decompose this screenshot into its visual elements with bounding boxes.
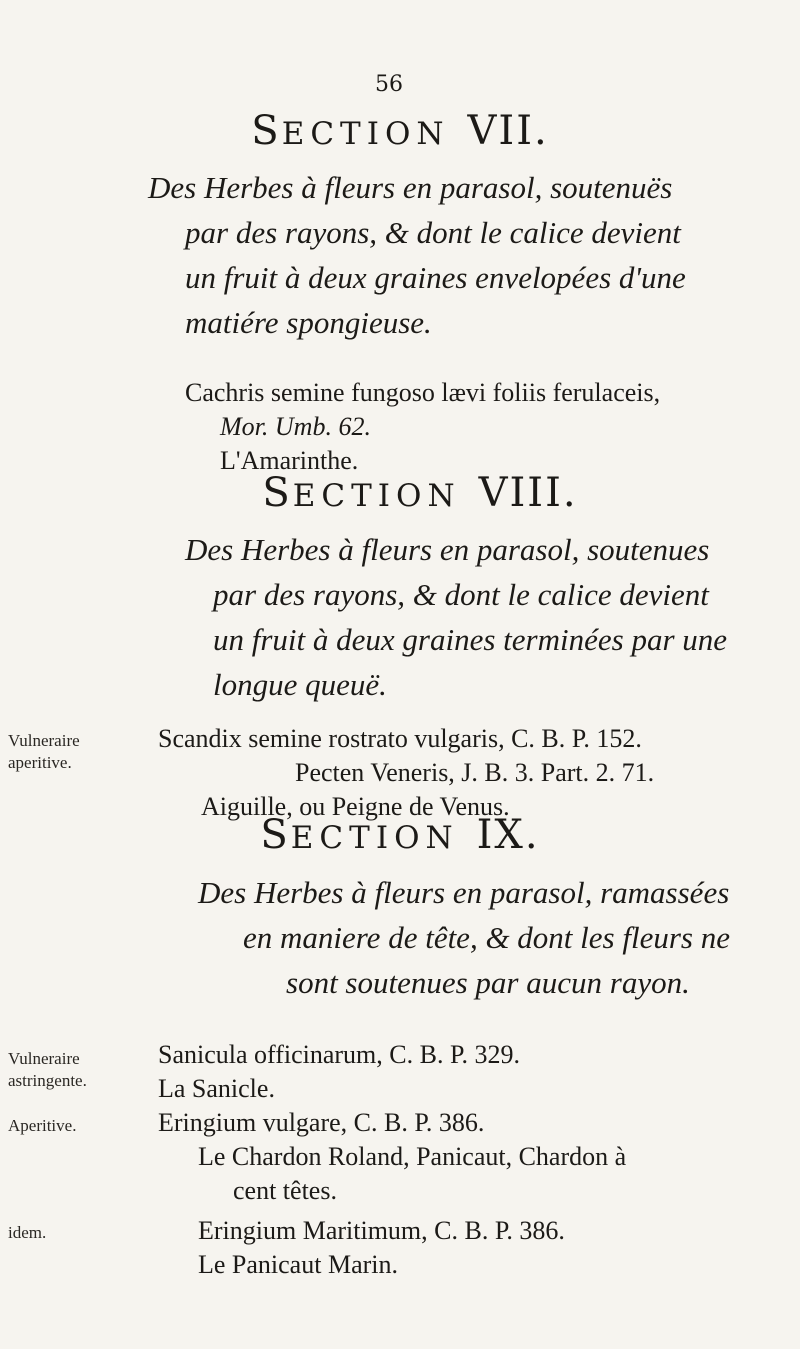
- entry-line: Cachris semine fungoso lævi foliis ferulaceis,: [185, 378, 661, 407]
- plant-entry: [158, 1038, 678, 1106]
- heading-numeral: VII.: [467, 108, 549, 154]
- entry-line: La Sanicle.: [158, 1074, 275, 1103]
- heading-initial: S: [262, 470, 293, 516]
- heading-initial: S: [251, 108, 282, 154]
- section-description-vii: [148, 165, 686, 345]
- entry-line: Mor. Umb. 62.: [220, 412, 371, 441]
- margin-line: Aperitive.: [8, 1116, 77, 1135]
- description-line: matiére spongieuse.: [185, 305, 432, 340]
- plant-entry: [198, 1214, 718, 1282]
- margin-note: [8, 1222, 128, 1244]
- margin-note: [8, 1048, 128, 1092]
- description-line: en maniere de tête, & dont les fleurs ne: [243, 920, 730, 955]
- entry-line: Eringium vulgare, C. B. P. 386.: [158, 1108, 485, 1137]
- page-number: 56: [375, 72, 403, 97]
- entry-line: cent têtes.: [233, 1176, 337, 1205]
- description-line: par des rayons, & dont le calice devient: [213, 577, 709, 612]
- description-line: sont soutenues par aucun rayon.: [286, 965, 690, 1000]
- description-line: par des rayons, & dont le calice devient: [185, 215, 681, 250]
- section-heading-viii: [0, 470, 800, 516]
- entry-line: Eringium Maritimum, C. B. P. 386.: [198, 1216, 565, 1245]
- entry-line: Le Panicaut Marin.: [198, 1250, 398, 1279]
- heading-word: ECTION: [281, 116, 450, 152]
- entry-line: Scandix semine rostrato vulgaris, C. B. P. 152.: [158, 724, 642, 753]
- section-description-ix: [198, 870, 730, 1005]
- margin-line: Vulneraire: [8, 731, 80, 750]
- entry-line: L'Amarinthe.: [220, 446, 359, 475]
- heading-numeral: IX.: [476, 812, 540, 858]
- margin-note: [8, 730, 128, 774]
- description-line: Des Herbes à fleurs en parasol, soutenues: [185, 532, 710, 567]
- description-line: longue queuë.: [213, 667, 387, 702]
- description-line: Des Herbes à fleurs en parasol, soutenuës: [148, 170, 673, 205]
- entry-line: Sanicula officinarum, C. B. P. 329.: [158, 1040, 521, 1069]
- entry-line: Le Chardon Roland, Panicaut, Chardon à: [198, 1142, 627, 1171]
- heading-numeral: VIII.: [478, 470, 578, 516]
- margin-line: astringente.: [8, 1071, 87, 1090]
- plant-entry: [158, 722, 678, 824]
- description-line: un fruit à deux graines envelopées d'une: [185, 260, 686, 295]
- entry-line: Pecten Veneris, J. B. 3. Part. 2. 71.: [295, 758, 655, 787]
- plant-entry: [158, 1106, 678, 1208]
- description-line: un fruit à deux graines terminées par une: [213, 622, 728, 657]
- section-heading-vii: [0, 108, 800, 154]
- margin-line: idem.: [8, 1223, 47, 1242]
- plant-entry: [185, 376, 705, 478]
- margin-note: [8, 1115, 128, 1137]
- section-heading-ix: [0, 812, 800, 858]
- heading-word: ECTION: [292, 478, 461, 514]
- heading-initial: S: [260, 812, 291, 858]
- entry-line: Aiguille, ou Peigne de Venus.: [201, 792, 510, 821]
- margin-line: Vulneraire: [8, 1049, 80, 1068]
- section-description-viii: [185, 527, 728, 707]
- margin-line: aperitive.: [8, 753, 72, 772]
- heading-word: ECTION: [290, 820, 459, 856]
- description-line: Des Herbes à fleurs en parasol, ramassées: [198, 875, 730, 910]
